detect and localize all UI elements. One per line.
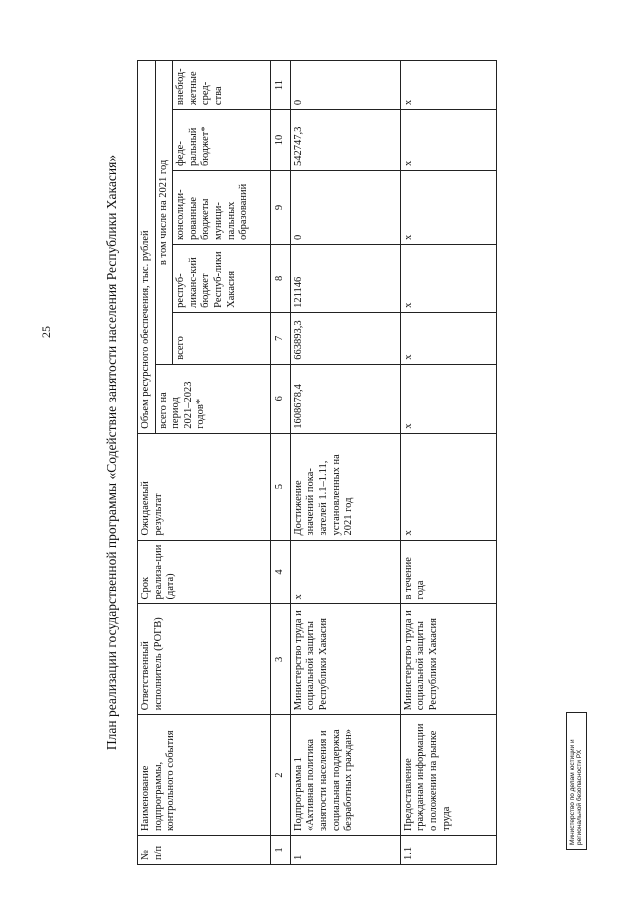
header-row bbox=[138, 61, 156, 865]
header-deadline: Срок реализа-ции (дата) bbox=[138, 540, 271, 604]
row-result: х bbox=[400, 433, 496, 540]
row-republic: 121146 bbox=[290, 244, 400, 312]
row-name: Предоставление гражданам информации о положении на рынке труда bbox=[400, 715, 496, 836]
row-executor: Министерство труда и социальной защиты Республики Хакасия bbox=[400, 604, 496, 715]
table-row bbox=[400, 61, 496, 865]
header-num: № п/п bbox=[138, 836, 271, 865]
column-number: 4 bbox=[271, 540, 291, 604]
table-row bbox=[290, 61, 400, 865]
column-number: 7 bbox=[271, 312, 291, 364]
row-municipal: х bbox=[400, 171, 496, 245]
column-numbers-row bbox=[271, 61, 291, 865]
column-number: 3 bbox=[271, 604, 291, 715]
row-federal: х bbox=[400, 110, 496, 171]
header-nonbudget: внебюд-жетные сред-ства bbox=[173, 61, 271, 110]
header-result: Ожидаемый результат bbox=[138, 433, 271, 540]
header-total-period: всего на период 2021–2023 годов* bbox=[155, 364, 271, 433]
row-total: х bbox=[400, 312, 496, 364]
row-deadline: в течение года bbox=[400, 540, 496, 604]
page-number: 25 bbox=[39, 326, 53, 338]
row-nonbudget: 0 bbox=[290, 61, 400, 110]
row-nonbudget: х bbox=[400, 61, 496, 110]
row-deadline: х bbox=[290, 540, 400, 604]
row-name: Подпрограмма 1 «Активная политика занятости населения и социальная поддержка безработных граждан» bbox=[290, 715, 400, 836]
header-executor: Ответственный исполнитель (РОГВ) bbox=[138, 604, 271, 715]
row-total-period: х bbox=[400, 364, 496, 433]
header-resources: Объем ресурсного обеспечения, тыс. рублей bbox=[138, 61, 156, 434]
row-executor: Министерство труда и социальной защиты Республики Хакасия bbox=[290, 604, 400, 715]
column-number: 1 bbox=[271, 836, 291, 865]
row-municipal: 0 bbox=[290, 171, 400, 245]
column-number: 6 bbox=[271, 364, 291, 433]
column-number: 11 bbox=[271, 61, 291, 110]
row-federal: 542747,3 bbox=[290, 110, 400, 171]
column-number: 5 bbox=[271, 433, 291, 540]
header-federal: феде-ральный бюджет* bbox=[173, 110, 271, 171]
row-total-period: 1608678,4 bbox=[290, 364, 400, 433]
row-result: Достижение значений пока-зателей 1.1–1.11, установленных на 2021 год bbox=[290, 433, 400, 540]
column-number: 8 bbox=[271, 244, 291, 312]
row-republic: х bbox=[400, 244, 496, 312]
registration-stamp: Министерство по делам юстиции и региональной безопасности РХ bbox=[566, 712, 587, 850]
column-number: 10 bbox=[271, 110, 291, 171]
header-total: всего bbox=[173, 312, 271, 364]
header-year-2021: в том числе на 2021 год bbox=[155, 61, 173, 365]
column-number: 2 bbox=[271, 715, 291, 836]
page-title: План реализации государственной программы «Содействие занятости населения Республики Хакасия» bbox=[104, 154, 119, 751]
row-num: 1.1 bbox=[400, 836, 496, 865]
column-number: 9 bbox=[271, 171, 291, 245]
header-municipal: консолиди-рованные бюджеты муници-пальных образований bbox=[173, 171, 271, 245]
row-num: 1 bbox=[290, 836, 400, 865]
row-total: 663893,3 bbox=[290, 312, 400, 364]
plan-table bbox=[137, 60, 497, 865]
header-republic: респуб-ликанс-кий бюджет Респуб-лики Хакасия bbox=[173, 244, 271, 312]
header-name: Наименование подпрограммы, контрольного события bbox=[138, 715, 271, 836]
